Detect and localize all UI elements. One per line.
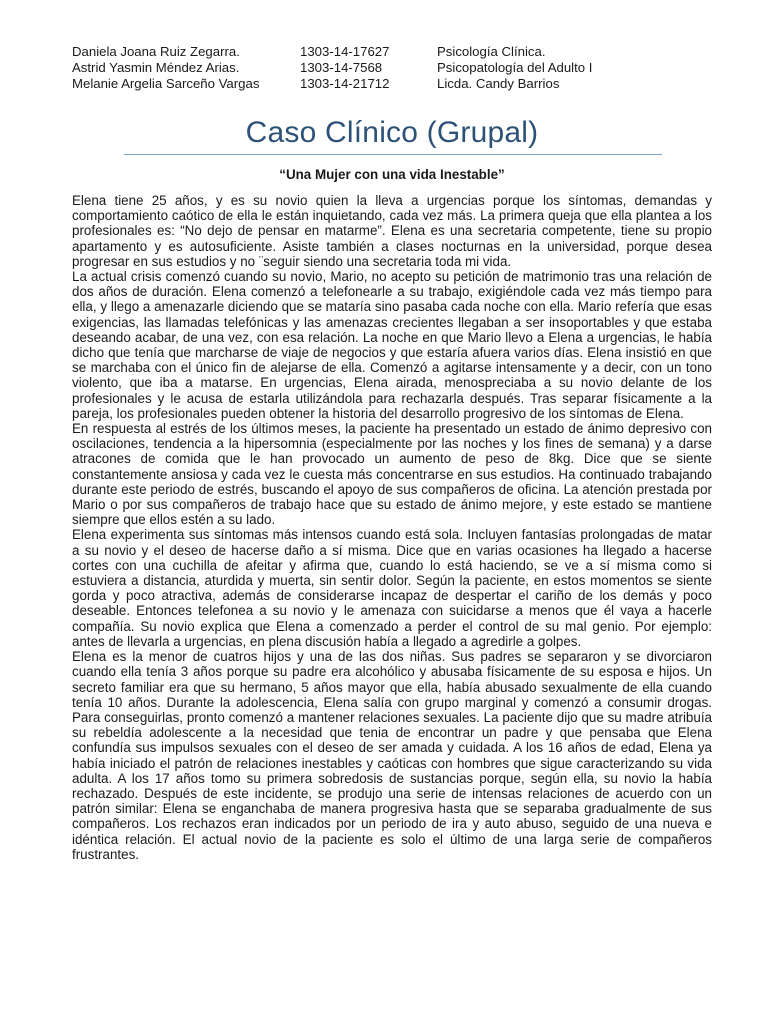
author-row	[72, 76, 592, 92]
author-id: 1303-14-7568	[300, 60, 383, 75]
author-row	[72, 44, 592, 60]
author-name: Melanie Argelia Sarceño Vargas	[72, 76, 260, 91]
author-name: Daniela Joana Ruiz Zegarra.	[72, 44, 240, 59]
case-subtitle: “Una Mujer con una vida Inestable”	[279, 167, 505, 182]
author-header	[72, 44, 592, 92]
paragraph: Elena experimenta sus síntomas más intensos cuando está sola. Incluyen fantasías prolongadas de matar a su novio y el deseo de hacerse daño a sí misma. Dice que en varias ocasiones ha llegado a hacerse cortes con una cuchilla de afeitar y afirma que, cuando lo está haciendo, se ve a sí misma como si estuviera a distancia, aturdida y muerta, sin sentir dolor. Según la paciente, en estos momentos se siente gorda y poco atractiva, además de considerarse incapaz de despertar el cariño de los demás y poco deseable. Entonces telefonea a su novio y le amenaza con suicidarse a menos que él vaya a hacerle compañía. Su novio explica que Elena a comenzado a perder el control de su mal genio. Por ejemplo: antes de llevarla a urgencias, en plena discusión había a llegado a agredirle a golpes.	[72, 527, 712, 649]
author-id: 1303-14-17627	[300, 44, 390, 59]
title-underline	[124, 154, 662, 155]
author-info: Psicopatología del Adulto I	[437, 60, 593, 75]
paragraph: Elena es la menor de cuatros hijos y una de las dos niñas. Sus padres se separaron y se divorciaron cuando ella tenía 3 años porque su padre era alcohólico y abusaba físicamente de su esposa e hijos. Un secreto familiar era que su hermano, 5 años mayor que ella, había abusado sexualmente de ella cuando tenía 10 años. Durante la adolescencia, Elena salía con grupo marginal y comenzó a consumir drogas. Para conseguirlas, pronto comenzó a mantener relaciones sexuales. La paciente dijo que su madre atribuía su rebeldía adolescente a la necesidad que tenia de encontrar un padre y que pensaba que Elena confundía sus impulsos sexuales con el deseo de ser amada y cuidada. A los 16 años de edad, Elena ya había iniciado el patrón de relaciones inestables y caóticas con hombres que sigue caracterizando su vida adulta. A los 17 años tomo su primera sobredosis de sustancias porque, según ella, su novio la había rechazado. Después de este incidente, se produjo una serie de intensas relaciones de acuerdo con un patrón similar: Elena se enganchaba de manera progresiva hasta que se separaba gradualmente de sus compañeros. Los rechazos eran indicados por un periodo de ira y auto abuso, seguido de una nueva e idéntica relación. El actual novio de la paciente es solo el último de una larga serie de compañeros frustrantes.	[72, 649, 712, 862]
paragraph: La actual crisis comenzó cuando su novio, Mario, no acepto su petición de matrimonio tras una relación de dos años de duración. Elena comenzó a telefonearle a su trabajo, exigiéndole cada vez más tiempo para ella, y llego a amenazarle diciendo que se mataría sino pasaba cada noche con ella. Mario refería que esas exigencias, las llamadas telefónicas y las amenazas crecientes llegaban a ser insoportables y que estaba deseando acabar, de una vez, con esa relación. La noche en que Mario llevo a Elena a urgencias, le había dicho que tenía que marcharse de viaje de negocios y que estaría afuera varios días. Elena insistió en que se marchaba con el único fin de alejarse de ella. Comenzó a agitarse intensamente y a decir, con un tono violento, que iba a matarse. En urgencias, Elena airada, menospreciaba a su novio delante de los profesionales y le acusa de estarla utilizándola para rechazarla después. Tras separar físicamente a la pareja, los profesionales pueden obtener la historia del desarrollo progresivo de los síntomas de Elena.	[72, 269, 712, 421]
case-body	[72, 193, 712, 862]
paragraph: En respuesta al estrés de los últimos meses, la paciente ha presentado un estado de ánimo depresivo con oscilaciones, tendencia a la hipersomnia (especialmente por las noches y los fines de semana) y a darse atracones de comida que le han provocado un aumento de peso de 8kg. Dice que se siente constantemente ansiosa y cada vez le cuesta más concentrarse en sus estudios. Ha continuado trabajando durante este periodo de estrés, buscando el apoyo de sus compañeros de oficina. La atención prestada por Mario o por sus compañeros de trabajo hace que su estado de ánimo mejore, y este estado se mantiene siempre que ellos estén a su lado.	[72, 421, 712, 528]
document-page	[72, 44, 712, 862]
author-row	[72, 60, 592, 76]
author-info: Licda. Candy Barrios	[437, 76, 560, 91]
document-title: Caso Clínico (Grupal)	[245, 116, 539, 149]
author-name: Astrid Yasmin Méndez Arias.	[72, 60, 240, 75]
author-id: 1303-14-21712	[300, 76, 390, 91]
paragraph: Elena tiene 25 años, y es su novio quien la lleva a urgencias porque los síntomas, demandas y comportamiento caótico de ella le están inquietando, cada vez más. La primera queja que ella plantea a los profesionales es: “No dejo de pensar en matarme”. Elena es una secretaria competente, tiene su propio apartamento y es autosuficiente. Asiste también a clases nocturnas en la universidad, porque desea progresar en sus estudios y no ¨seguir siendo una secretaria toda mi vida.	[72, 193, 712, 269]
author-info: Psicología Clínica.	[437, 44, 546, 59]
